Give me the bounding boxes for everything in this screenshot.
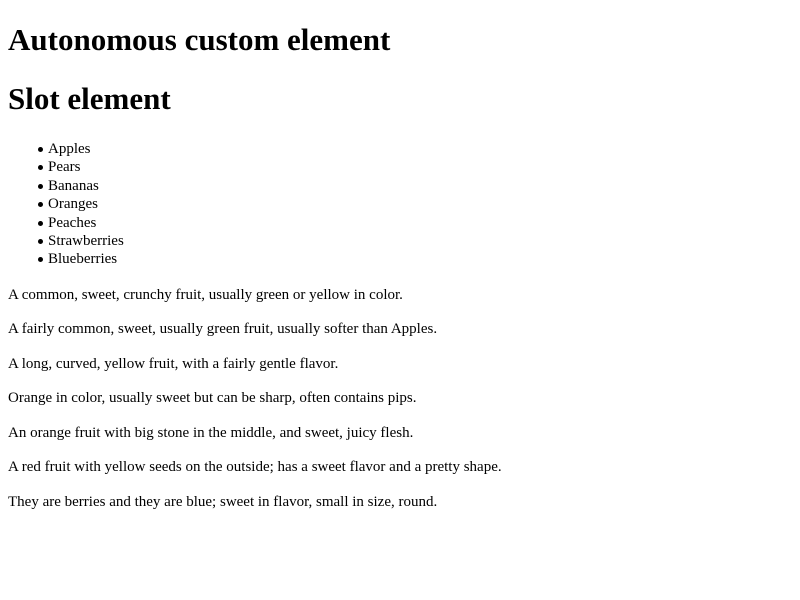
bullet-icon [38, 239, 43, 244]
fruit-name: Bananas [48, 177, 99, 194]
fruit-description: A red fruit with yellow seeds on the outside; has a sweet flavor and a pretty shape. [8, 459, 502, 476]
list-item [48, 140, 792, 158]
list-item [48, 214, 792, 232]
list-item [48, 250, 792, 268]
list-item [48, 195, 792, 213]
fruit-description: They are berries and they are blue; sweet in flavor, small in size, round. [8, 493, 438, 510]
bullet-icon [38, 165, 43, 170]
list-item [48, 232, 792, 250]
heading-slot-element: Slot element [8, 81, 171, 116]
fruit-description: An orange fruit with big stone in the middle, and sweet, juicy flesh. [8, 424, 414, 441]
fruit-name: Peaches [48, 214, 97, 231]
list-item [48, 177, 792, 195]
bullet-icon [38, 184, 43, 189]
heading-autonomous-custom-element: Autonomous custom element [8, 22, 391, 57]
fruit-description: A common, sweet, crunchy fruit, usually green or yellow in color. [8, 286, 403, 303]
fruit-name: Pears [48, 159, 81, 176]
bullet-icon [38, 202, 43, 207]
bullet-icon [38, 221, 43, 226]
fruit-description: A fairly common, sweet, usually green fruit, usually softer than Apples. [8, 321, 438, 338]
fruit-name: Oranges [48, 196, 98, 213]
bullet-icon [38, 147, 43, 152]
description-block [8, 287, 792, 512]
fruit-description: A long, curved, yellow fruit, with a fairly gentle flavor. [8, 355, 339, 372]
fruit-name: Strawberries [48, 233, 124, 250]
fruit-name: Blueberries [48, 251, 118, 268]
fruit-description: Orange in color, usually sweet but can be sharp, often contains pips. [8, 390, 417, 407]
fruit-name: Apples [48, 141, 91, 157]
list-item [48, 158, 792, 176]
fruit-list [8, 140, 792, 269]
bullet-icon [38, 257, 43, 262]
